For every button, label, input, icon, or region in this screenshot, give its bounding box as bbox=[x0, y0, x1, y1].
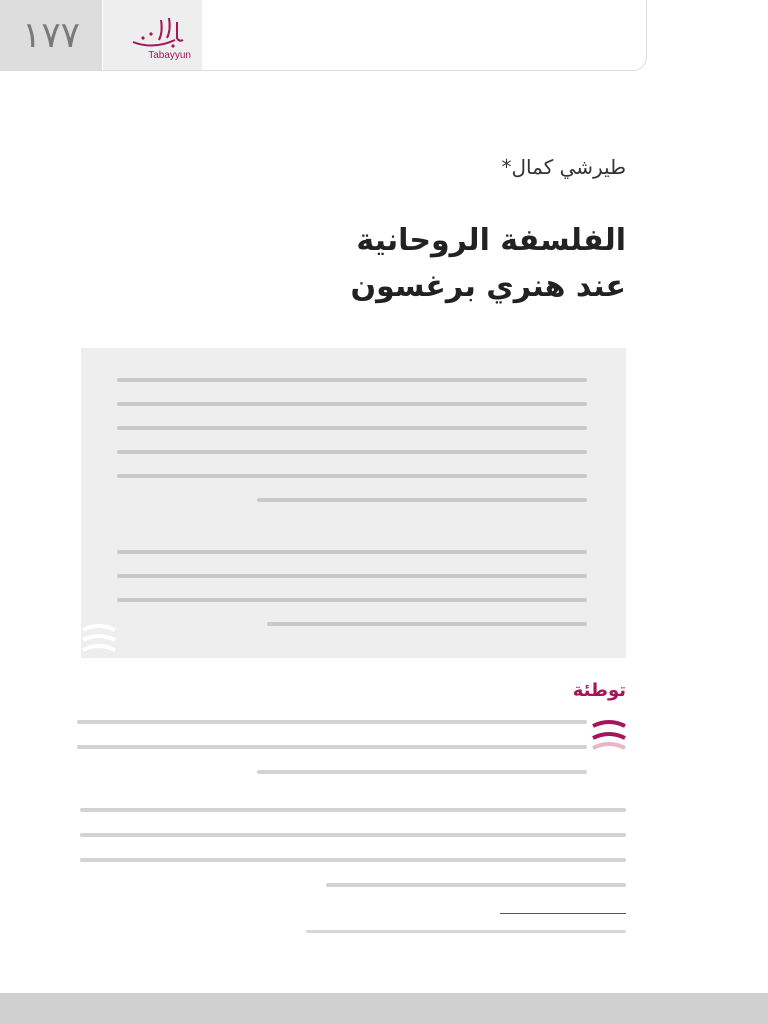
article-title bbox=[350, 218, 626, 310]
author-name: طيرشي كمال* bbox=[501, 155, 626, 179]
abstract-paragraph-2 bbox=[117, 550, 587, 646]
body-paragraph-1 bbox=[77, 720, 587, 795]
body-paragraph-2 bbox=[80, 808, 626, 908]
tabayyun-logo-icon bbox=[113, 12, 193, 52]
footnote-divider bbox=[500, 913, 626, 914]
tabayyun-watermark-icon bbox=[81, 618, 119, 658]
section-heading: توطئة bbox=[572, 680, 626, 701]
title-line-2: عند هنري برغسون bbox=[350, 269, 626, 304]
title-line-1: الفلسفة الروحانية bbox=[356, 223, 626, 258]
footnote bbox=[306, 930, 626, 933]
page-number: ١٧٧ bbox=[0, 0, 102, 70]
footer-bar bbox=[0, 993, 768, 1024]
tabayyun-mark-icon bbox=[589, 712, 629, 752]
abstract-paragraph-1 bbox=[117, 378, 587, 522]
journal-logo bbox=[103, 0, 202, 70]
logo-text: Tabayyun bbox=[148, 50, 191, 61]
